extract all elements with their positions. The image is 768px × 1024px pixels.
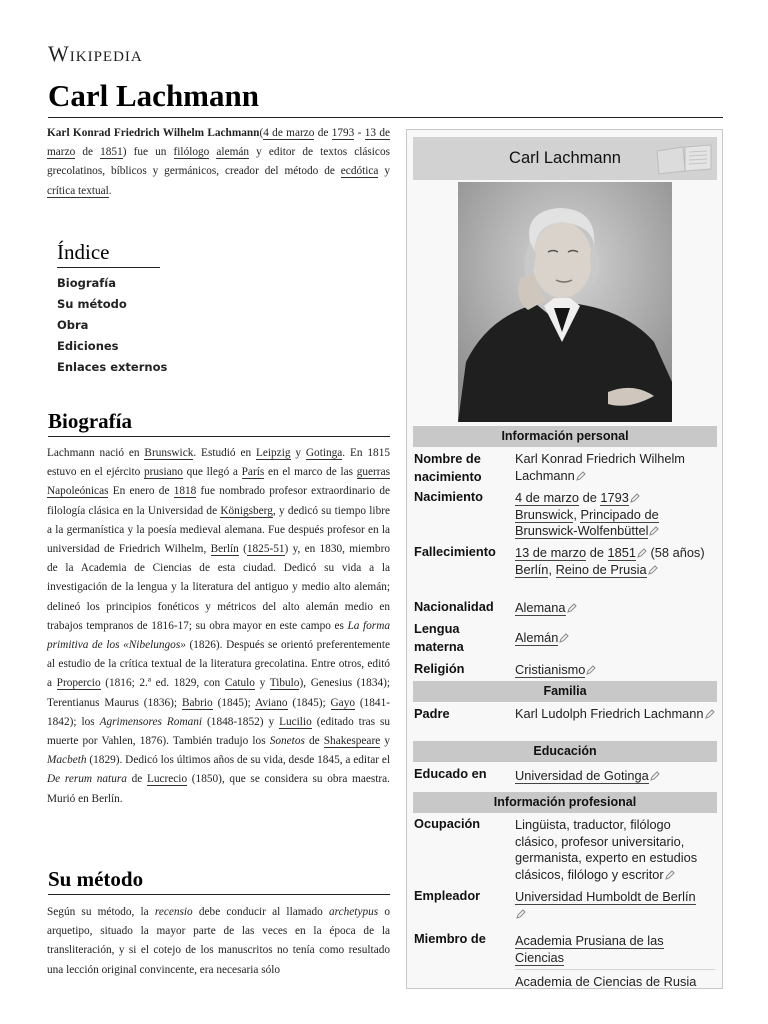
link-brunswick[interactable]: Brunswick: [144, 447, 194, 459]
label-empleador: Empleador: [414, 888, 481, 903]
edit-pencil-icon[interactable]: [648, 565, 658, 575]
link-gayo[interactable]: Gayo: [330, 696, 355, 709]
link-universidad-gotinga[interactable]: Universidad de Gotinga: [515, 768, 649, 783]
heading-biografia: Biografía: [48, 409, 390, 437]
link-konigsberg[interactable]: Königsberg: [220, 504, 273, 517]
value-nombre-nacimiento: Karl Konrad Friedrich Wilhelm Lachmann: [515, 451, 685, 483]
edit-pencil-icon[interactable]: [649, 526, 659, 536]
infobox-header: [413, 137, 717, 180]
link-nacionalidad[interactable]: Alemana: [515, 600, 566, 615]
link-critica-textual[interactable]: crítica textual: [47, 184, 109, 197]
link-lengua[interactable]: Alemán: [515, 630, 559, 645]
section-familia: Familia: [413, 681, 717, 702]
edit-pencil-icon[interactable]: [576, 471, 586, 481]
link-prusiano[interactable]: prusiano: [144, 466, 183, 479]
label-nacimiento: Nacimiento: [414, 489, 483, 504]
link-aviano[interactable]: Aviano: [255, 696, 288, 709]
link-ecdotica[interactable]: ecdótica: [340, 165, 379, 178]
label-educado-en: Educado en: [414, 766, 487, 781]
biografia-paragraph: Lachmann nació en Brunswick. Estudió en Leipzig y Gotinga. En 1815 estuvo en el ejército prusiano que llegó a París en el marco de las guerras Napoleónicas En enero de 1818 fue nombrado profesor extraordinario de filología clásica en la Universidad de Königsberg, y dedicó su tiempo libre a la germanística y la poesía medieval alemana. Fue después profesor en la universidad de Friedrich Wilhelm, Berlín (1825-51) y, en 1830, miembro de la Academia de Ciencias de esta ciudad. Dedicó su vida a la investigación de la lengua y la literatura del antiguo y medio alto alemán; delineó los principios fonéticos y métricos del alto alemán medio en trabajos tempranos de 1816-17; su obra mayor en este campo es La forma primitiva de los «Nibelungos» (1826). Después se orientó preferentemente al estudio de la crítica textual de la literatura grecolatina. Entre otros, editó a Propercio (1816; 2.ª ed. 1829, con Catulo y Tibulo), Genesius (1834); Terentianus Maurus (1836); Babrio (1845); Aviano (1845); Gayo (1841-1842); los Agrimensores Romani (1848-1852) y Lucilio (editado tras su muerte por Vahlen, 1876). También tradujo los Sonetos de Shakespeare y Macbeth (1829). Dedicó los últimos años de su vida, desde 1845, a editar el De rerum natura de Lucrecio (1850), que se considera su obra maestra. Murió en Berlín.: [47, 447, 391, 805]
value-ocupacion: Lingüista, traductor, filólogo clásico, profesor universitario, germanista, experto en estudios clásicos, filólogo y escritor: [515, 817, 698, 882]
toc-item-enlaces-externos[interactable]: Enlaces externos: [57, 360, 168, 374]
label-padre: Padre: [414, 706, 450, 721]
link-religion[interactable]: Cristianismo: [515, 662, 586, 677]
value-religion: [515, 662, 715, 679]
table-of-contents: [57, 240, 168, 378]
value-empleador: [515, 889, 715, 922]
link-leipzig[interactable]: Leipzig: [255, 447, 291, 459]
link-fal-city[interactable]: Berlín: [515, 561, 549, 577]
link-humboldt[interactable]: Universidad Humboldt de Berlín: [515, 889, 696, 904]
edit-pencil-icon[interactable]: [586, 665, 596, 675]
link-shakespeare[interactable]: Shakespeare: [323, 735, 381, 748]
link-aleman[interactable]: alemán: [216, 146, 250, 159]
link-academia-prusiana[interactable]: Academia Prusiana de las Ciencias: [515, 933, 664, 965]
link-nac-place2[interactable]: Principado de Brunswick-Wolfenbüttel: [515, 506, 659, 538]
metodo-paragraph: Según su método, la recensio debe conducir al llamado archetypus o arquetipo, situado la mayor parte de las veces en la época de la transliteración, y si el cotejo de los manuscritos no tenía como resultado una lección original convincente, era necesaria sólo: [47, 906, 390, 976]
title-forma-primitiva: La forma primitiva de los «Nibelungos»: [47, 619, 390, 652]
title-de-rerum-natura: De rerum natura: [47, 773, 127, 786]
label-nombre-nacimiento: Nombre de nacimiento: [414, 451, 482, 484]
edit-pencil-icon[interactable]: [559, 633, 569, 643]
link-fal-year[interactable]: 1851: [607, 545, 636, 560]
toc-title: Índice: [57, 240, 160, 268]
label-fallecimiento: Fallecimiento: [414, 544, 496, 559]
link-nac-place[interactable]: Brunswick: [515, 506, 574, 522]
wikipedia-wordmark[interactable]: Wikipedia: [48, 41, 143, 66]
value-nacimiento: 4 de marzo de 1793 Brunswick, Principado de Brunswick-Wolfenbüttel: [515, 490, 659, 538]
value-miembro-de: [515, 933, 715, 989]
section-educacion: Educación: [413, 741, 717, 762]
toc-item-ediciones[interactable]: Ediciones: [57, 339, 119, 353]
link-tibulo[interactable]: Tibulo: [269, 677, 300, 690]
title-divider: [48, 117, 723, 118]
link-babrio[interactable]: Babrio: [181, 696, 213, 709]
value-educado-en: [515, 768, 715, 785]
infobox-title: Carl Lachmann: [509, 149, 621, 167]
label-miembro-de: Miembro de: [414, 931, 486, 946]
link-birth-year[interactable]: 1793: [331, 127, 355, 139]
intro-paragraph: Karl Konrad Friedrich Wilhelm Lachmann(4 de marzo de 1793 - 13 de marzo de 1851) fue un filólogo alemán y editor de textos clásicos grecolatinos, bíblicos y germánicos, creador del método de ecdótica y crítica textual.: [47, 127, 390, 197]
section-informacion-profesional: Información profesional: [413, 792, 717, 813]
link-fal-date[interactable]: 13 de marzo: [515, 545, 587, 560]
title-agrimensores: Agrimensores Romani: [99, 715, 203, 728]
edit-pencil-icon[interactable]: [705, 709, 715, 719]
link-death-date[interactable]: 13 de marzo: [47, 127, 390, 159]
value-padre: Karl Ludolph Friedrich Lachmann: [515, 706, 715, 723]
link-filologo[interactable]: filólogo: [173, 146, 210, 159]
label-ocupacion: Ocupación: [414, 816, 481, 831]
link-1818[interactable]: 1818: [173, 485, 197, 498]
heading-su-metodo: Su método: [48, 867, 390, 895]
infobox: [406, 129, 723, 989]
label-nacionalidad: Nacionalidad: [414, 599, 494, 614]
edit-pencil-icon[interactable]: [516, 909, 526, 919]
link-propercio[interactable]: Propercio: [56, 677, 101, 690]
link-fal-country[interactable]: Reino de Prusia: [555, 561, 647, 577]
portrait-image[interactable]: [458, 182, 672, 422]
toc-item-obra[interactable]: Obra: [57, 318, 89, 332]
subject-name: Karl Konrad Friedrich Wilhelm Lachmann: [47, 127, 260, 139]
section-informacion-personal: Información personal: [413, 426, 717, 447]
toc-item-biografia[interactable]: Biografía: [57, 276, 116, 290]
link-nac-date[interactable]: 4 de marzo: [515, 490, 580, 505]
link-academia-rusia[interactable]: Academia de Ciencias de Rusia: [515, 974, 697, 989]
value-lengua-materna: [515, 630, 715, 647]
link-gotinga[interactable]: Gotinga: [305, 447, 343, 459]
link-berlin[interactable]: Berlín: [210, 543, 239, 556]
link-death-year[interactable]: 1851: [100, 146, 123, 159]
edit-pencil-icon[interactable]: [630, 493, 640, 503]
label-religion: Religión: [414, 661, 465, 676]
toc-item-su-metodo[interactable]: Su método: [57, 297, 127, 311]
title-macbeth: Macbeth: [47, 754, 87, 767]
label-lengua-materna: Lengua materna: [414, 621, 464, 654]
link-birth-date[interactable]: 4 de marzo: [263, 127, 315, 139]
link-paris[interactable]: París: [241, 466, 265, 479]
edit-pencil-icon[interactable]: [637, 548, 647, 558]
portrait-illustration: [458, 182, 672, 422]
title-sonetos: Sonetos: [269, 735, 305, 748]
value-nacionalidad: [515, 600, 715, 617]
link-nac-year[interactable]: 1793: [600, 490, 629, 505]
link-catulo[interactable]: Catulo: [224, 677, 255, 690]
edit-pencil-icon[interactable]: [665, 870, 675, 880]
page-title: Carl Lachmann: [48, 78, 259, 113]
book-icon: [655, 143, 713, 175]
link-lucrecio[interactable]: Lucrecio: [146, 773, 188, 786]
link-lucilio[interactable]: Lucilio: [279, 715, 312, 728]
edit-pencil-icon[interactable]: [650, 771, 660, 781]
link-guerras-napoleonicas[interactable]: guerras Napoleónicas: [47, 466, 390, 498]
edit-pencil-icon[interactable]: [567, 603, 577, 613]
value-fallecimiento: 13 de marzo de 1851 (58 años) Berlín, Reino de Prusia: [515, 545, 705, 577]
link-1825-51[interactable]: 1825-51: [246, 543, 285, 556]
